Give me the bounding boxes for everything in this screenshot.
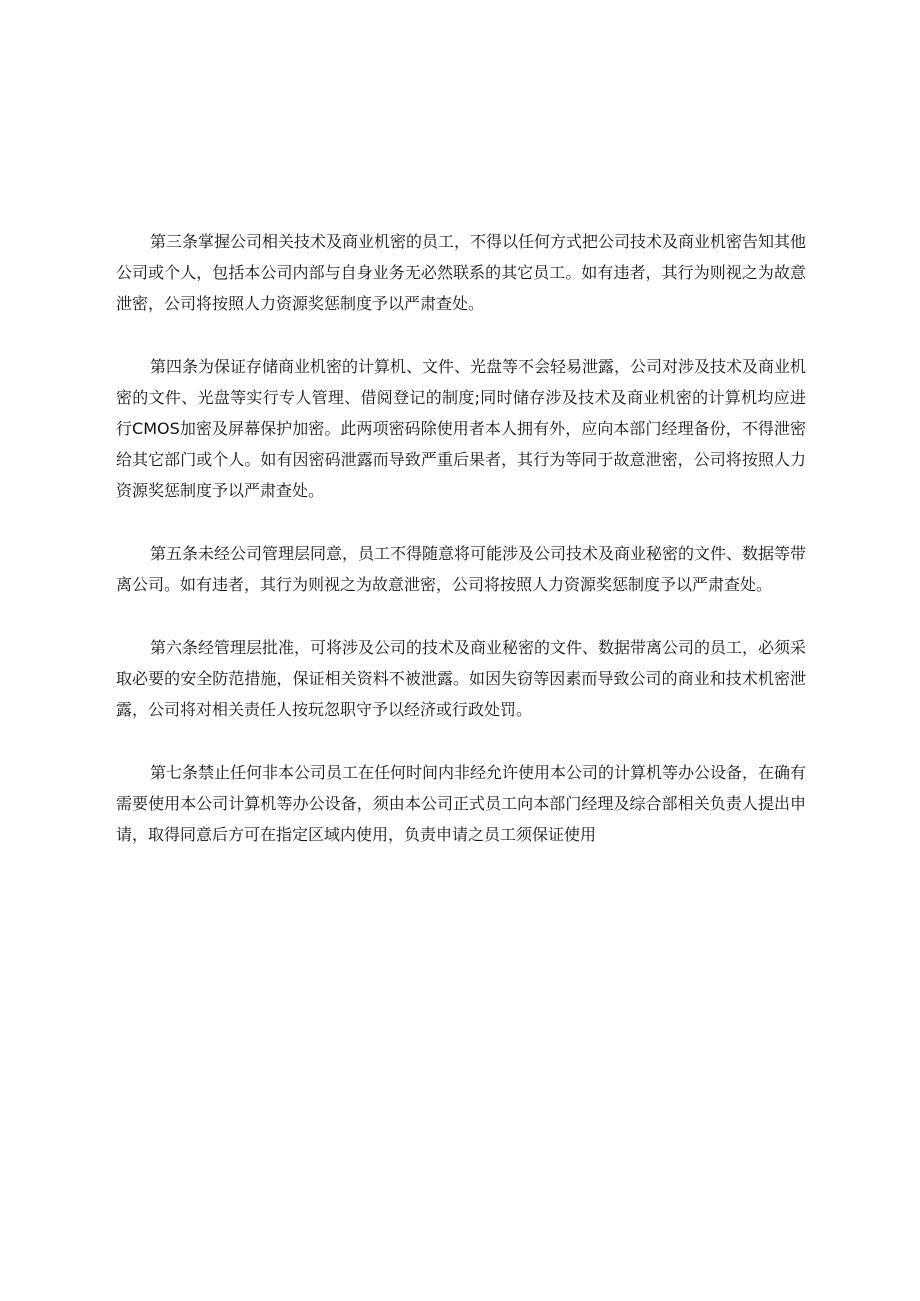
article-5-paragraph: 第五条未经公司管理层同意，员工不得随意将可能涉及公司技术及商业秘密的文件、数据等带离公司。如有违者，其行为则视之为故意泄密，公司将按照人力资源奖惩制度予以严肃查处。	[116, 544, 807, 594]
document-body	[116, 226, 806, 882]
article-7-paragraph: 第七条禁止任何非本公司员工在任何时间内非经允许使用本公司的计算机等办公设备，在确有需要使用本公司计算机等办公设备，须由本公司正式员工向本部门经理及综合部相关负责人提出申请，取得同意后方可在指定区域内使用，负责申请之员工须保证使用	[116, 763, 807, 844]
article-4-paragraph: 第四条为保证存储商业机密的计算机、文件、光盘等不会轻易泄露，公司对涉及技术及商业机密的文件、光盘等实行专人管理、借阅登记的制度;同时储存涉及技术及商业机密的计算机均应进行CMOS加密及屏幕保护加密。此两项密码除使用者本人拥有外，应向本部门经理备份，不得泄密给其它部门或个人。如有因密码泄露而导致严重后果者，其行为等同于故意泄密，公司将按照人力资源奖惩制度予以严肃查处。	[116, 357, 807, 500]
article-3-paragraph: 第三条掌握公司相关技术及商业机密的员工，不得以任何方式把公司技术及商业机密告知其他公司或个人，包括本公司内部与自身业务无必然联系的其它员工。如有违者，其行为则视之为故意泄密，公司将按照人力资源奖惩制度予以严肃查处。	[116, 232, 807, 313]
article-6-paragraph: 第六条经管理层批准，可将涉及公司的技术及商业秘密的文件、数据带离公司的员工，必须采取必要的安全防范措施，保证相关资料不被泄露。如因失窃等因素而导致公司的商业和技术机密泄露，公司将对相关责任人按玩忽职守予以经济或行政处罚。	[116, 638, 807, 719]
